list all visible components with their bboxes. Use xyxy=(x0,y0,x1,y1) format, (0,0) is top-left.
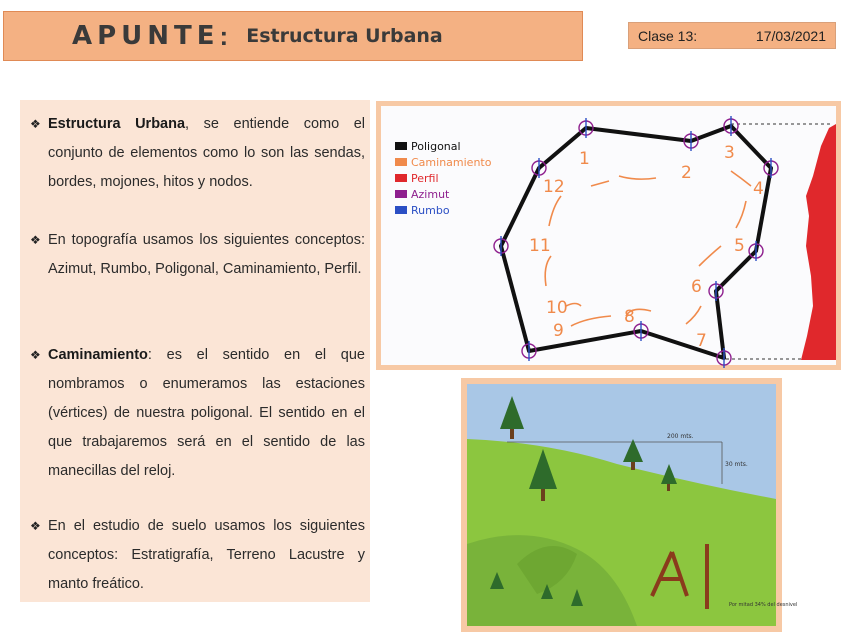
class-date: 17/03/2021 xyxy=(755,27,826,44)
station-label: 10 xyxy=(546,298,568,318)
text-panel xyxy=(20,100,370,602)
header-bar xyxy=(3,11,583,61)
profile-shape xyxy=(801,124,836,360)
station-label: 6 xyxy=(691,277,702,297)
station-label: 1 xyxy=(579,149,590,169)
legend-label: Caminamiento xyxy=(411,156,492,169)
diamond-bullet-icon: ❖ xyxy=(30,117,41,131)
station-label: 11 xyxy=(529,236,551,256)
station-label: 4 xyxy=(753,179,764,199)
station-label: 2 xyxy=(681,163,692,183)
caminamiento-arrows xyxy=(545,171,751,326)
landscape-drawing xyxy=(467,384,798,626)
bullet-estudio-suelo xyxy=(30,512,365,599)
diagram-legend xyxy=(395,140,492,217)
station-label: 12 xyxy=(543,177,565,197)
header-title: APUNTE xyxy=(72,21,220,51)
diamond-bullet-icon: ❖ xyxy=(30,348,41,362)
bullet-estructura-urbana xyxy=(30,110,365,197)
landscape-drawing-image xyxy=(461,378,798,632)
diamond-bullet-icon: ❖ xyxy=(30,519,41,533)
bullet-bold: Estructura Urbana xyxy=(48,116,186,132)
bullet-text: En topografía usamos los siguientes conceptos: Azimut, Rumbo, Poligonal, Caminamiento, Perfil. xyxy=(48,232,365,277)
station-labels xyxy=(529,143,764,351)
station-label: 5 xyxy=(734,236,745,256)
landscape-label: 30 mts. xyxy=(725,461,748,468)
bullet-text: , se entiende como el conjunto de elementos como lo son las sendas, bordes, mojones, hitos y nodos. xyxy=(48,116,365,190)
polygon-diagram xyxy=(381,106,836,365)
header-subtitle: Estructura Urbana xyxy=(246,25,443,47)
station-label: 8 xyxy=(624,307,635,327)
legend-label: Rumbo xyxy=(411,204,450,217)
legend-label: Perfil xyxy=(411,172,439,185)
bullet-topografia xyxy=(30,226,365,284)
landscape-label: Por mitad 34% del desnivel xyxy=(729,602,798,608)
station-label: 9 xyxy=(553,321,564,341)
legend-label: Poligonal xyxy=(411,140,461,153)
station-label: 7 xyxy=(696,331,707,351)
bullet-text: : es el sentido en el que nombramos o enumeramos las estaciones (vértices) de nuestra poligonal. El sentido en el que trabajaremos será en el sentido de las manecillas del reloj. xyxy=(48,347,365,479)
landscape-label: 200 mts. xyxy=(667,433,694,440)
header-colon: : xyxy=(219,20,229,51)
station-label: 3 xyxy=(724,143,735,163)
class-label: Clase 13: xyxy=(638,27,698,44)
class-info-box xyxy=(628,22,836,49)
bullet-caminamiento xyxy=(30,341,365,486)
polygon-diagram-image xyxy=(376,101,841,370)
diamond-bullet-icon: ❖ xyxy=(30,233,41,247)
bullet-bold: Caminamiento xyxy=(48,347,148,363)
legend-label: Azimut xyxy=(411,188,450,201)
bullet-text: En el estudio de suelo usamos los siguientes conceptos: Estratigrafía, Terreno Lacustre y manto freático. xyxy=(48,518,365,592)
